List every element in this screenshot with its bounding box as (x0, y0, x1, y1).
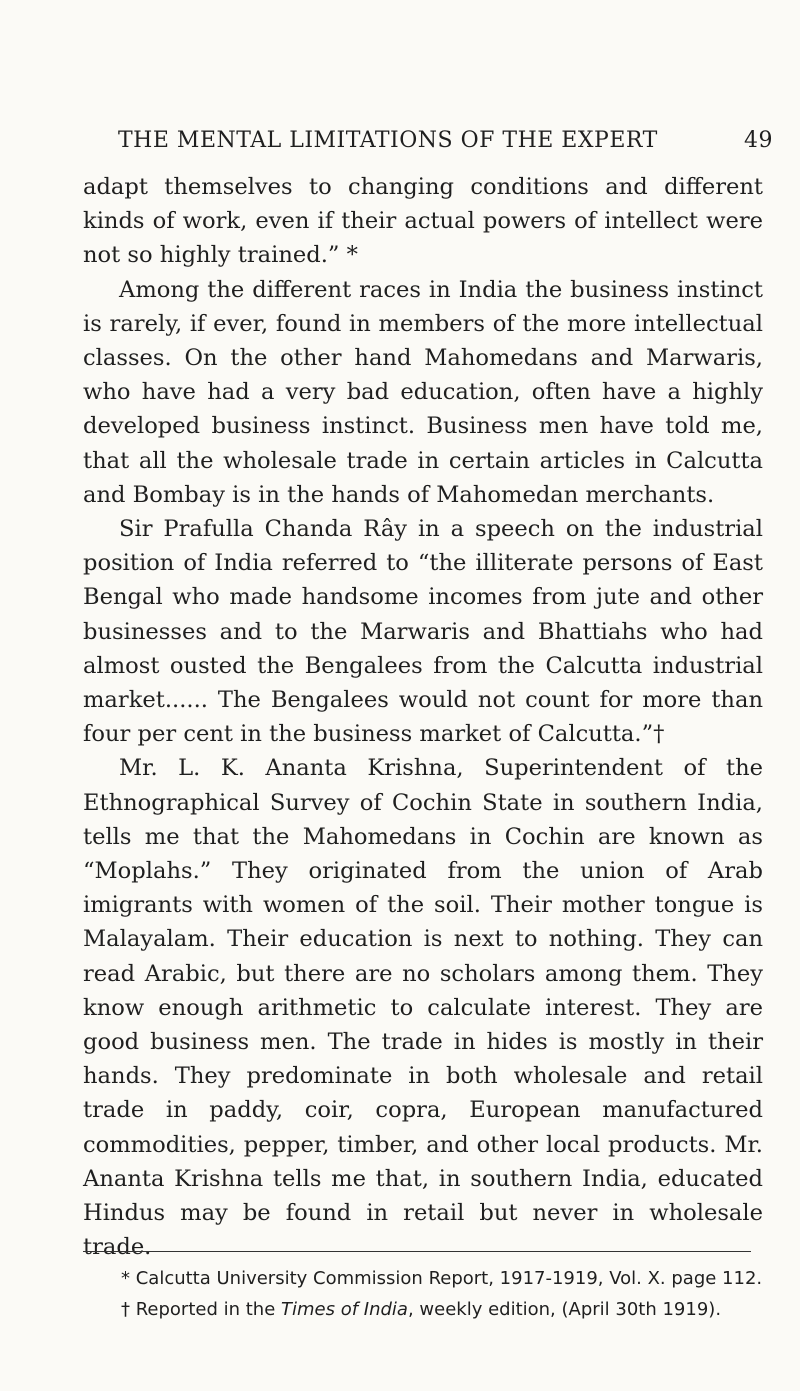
body-text (83, 170, 763, 1265)
footnotes (83, 1263, 763, 1325)
footnote-2-publication: Times of India (281, 1299, 408, 1320)
footnote-2 (83, 1294, 763, 1325)
paragraph-moplahs: Mr. L. K. Ananta Krishna, Superintendent of the Ethnographical Survey of Cochin State in southern India, tells me that the Mahomedans in Cochin are known as “Moplahs.” They originated from the union of Arab imigrants with women of the soil. Their mother tongue is Malayalam. Their education is next to nothing. They can read Arabic, but there are no scholars among them. They know enough arithmetic to calculate interest. They are good business men. The trade in hides is mostly in their hands. They predominate in both wholesale and retail trade in paddy, coir, copra, European manufactured commodities, pepper, timber, and other local products. Mr. Ananta Krishna tells me that, in southern India, educated Hindus may be found in retail but never in wholesale trade. (83, 755, 763, 1261)
footnote-2-text-end: , weekly edition, (April 30th 1919). (407, 1299, 722, 1320)
footnote-1: * Calcutta University Commission Report, 1917-1919, Vol. X. page 112. (121, 1268, 763, 1289)
paragraph-ray-speech: Sir Prafulla Chanda Rây in a speech on the industrial position of India referred to “the illiterate persons of East Bengal who made handsome incomes from jute and other businesses and to the Marwaris and Bhattiahs who had almost ousted the Bengalees from the Calcutta industrial market...... The Bengalees would not count for more than four per cent in the business market of Calcutta.”† (83, 516, 763, 748)
footnote-rule (83, 1251, 751, 1252)
page-number: 49 (744, 128, 773, 153)
chapter-title: THE MENTAL LIMITATIONS OF THE EXPERT (118, 128, 658, 153)
footnote-2-text-start: † Reported in the (121, 1299, 282, 1320)
paragraph-business-instinct: Among the different races in India the business instinct is rarely, if ever, found in members of the more intellectual classes. On the other hand Mahomedans and Marwaris, who have had a very bad education, often have a highly developed business instinct. Business men have told me, that all the wholesale trade in certain articles in Calcutta and Bombay is in the hands of Mahomedan merchants. (83, 276, 763, 508)
paragraph-continued: adapt themselves to changing conditions and different kinds of work, even if their actual powers of intellect were not so highly trained.” * (83, 174, 763, 269)
running-head (118, 128, 773, 162)
